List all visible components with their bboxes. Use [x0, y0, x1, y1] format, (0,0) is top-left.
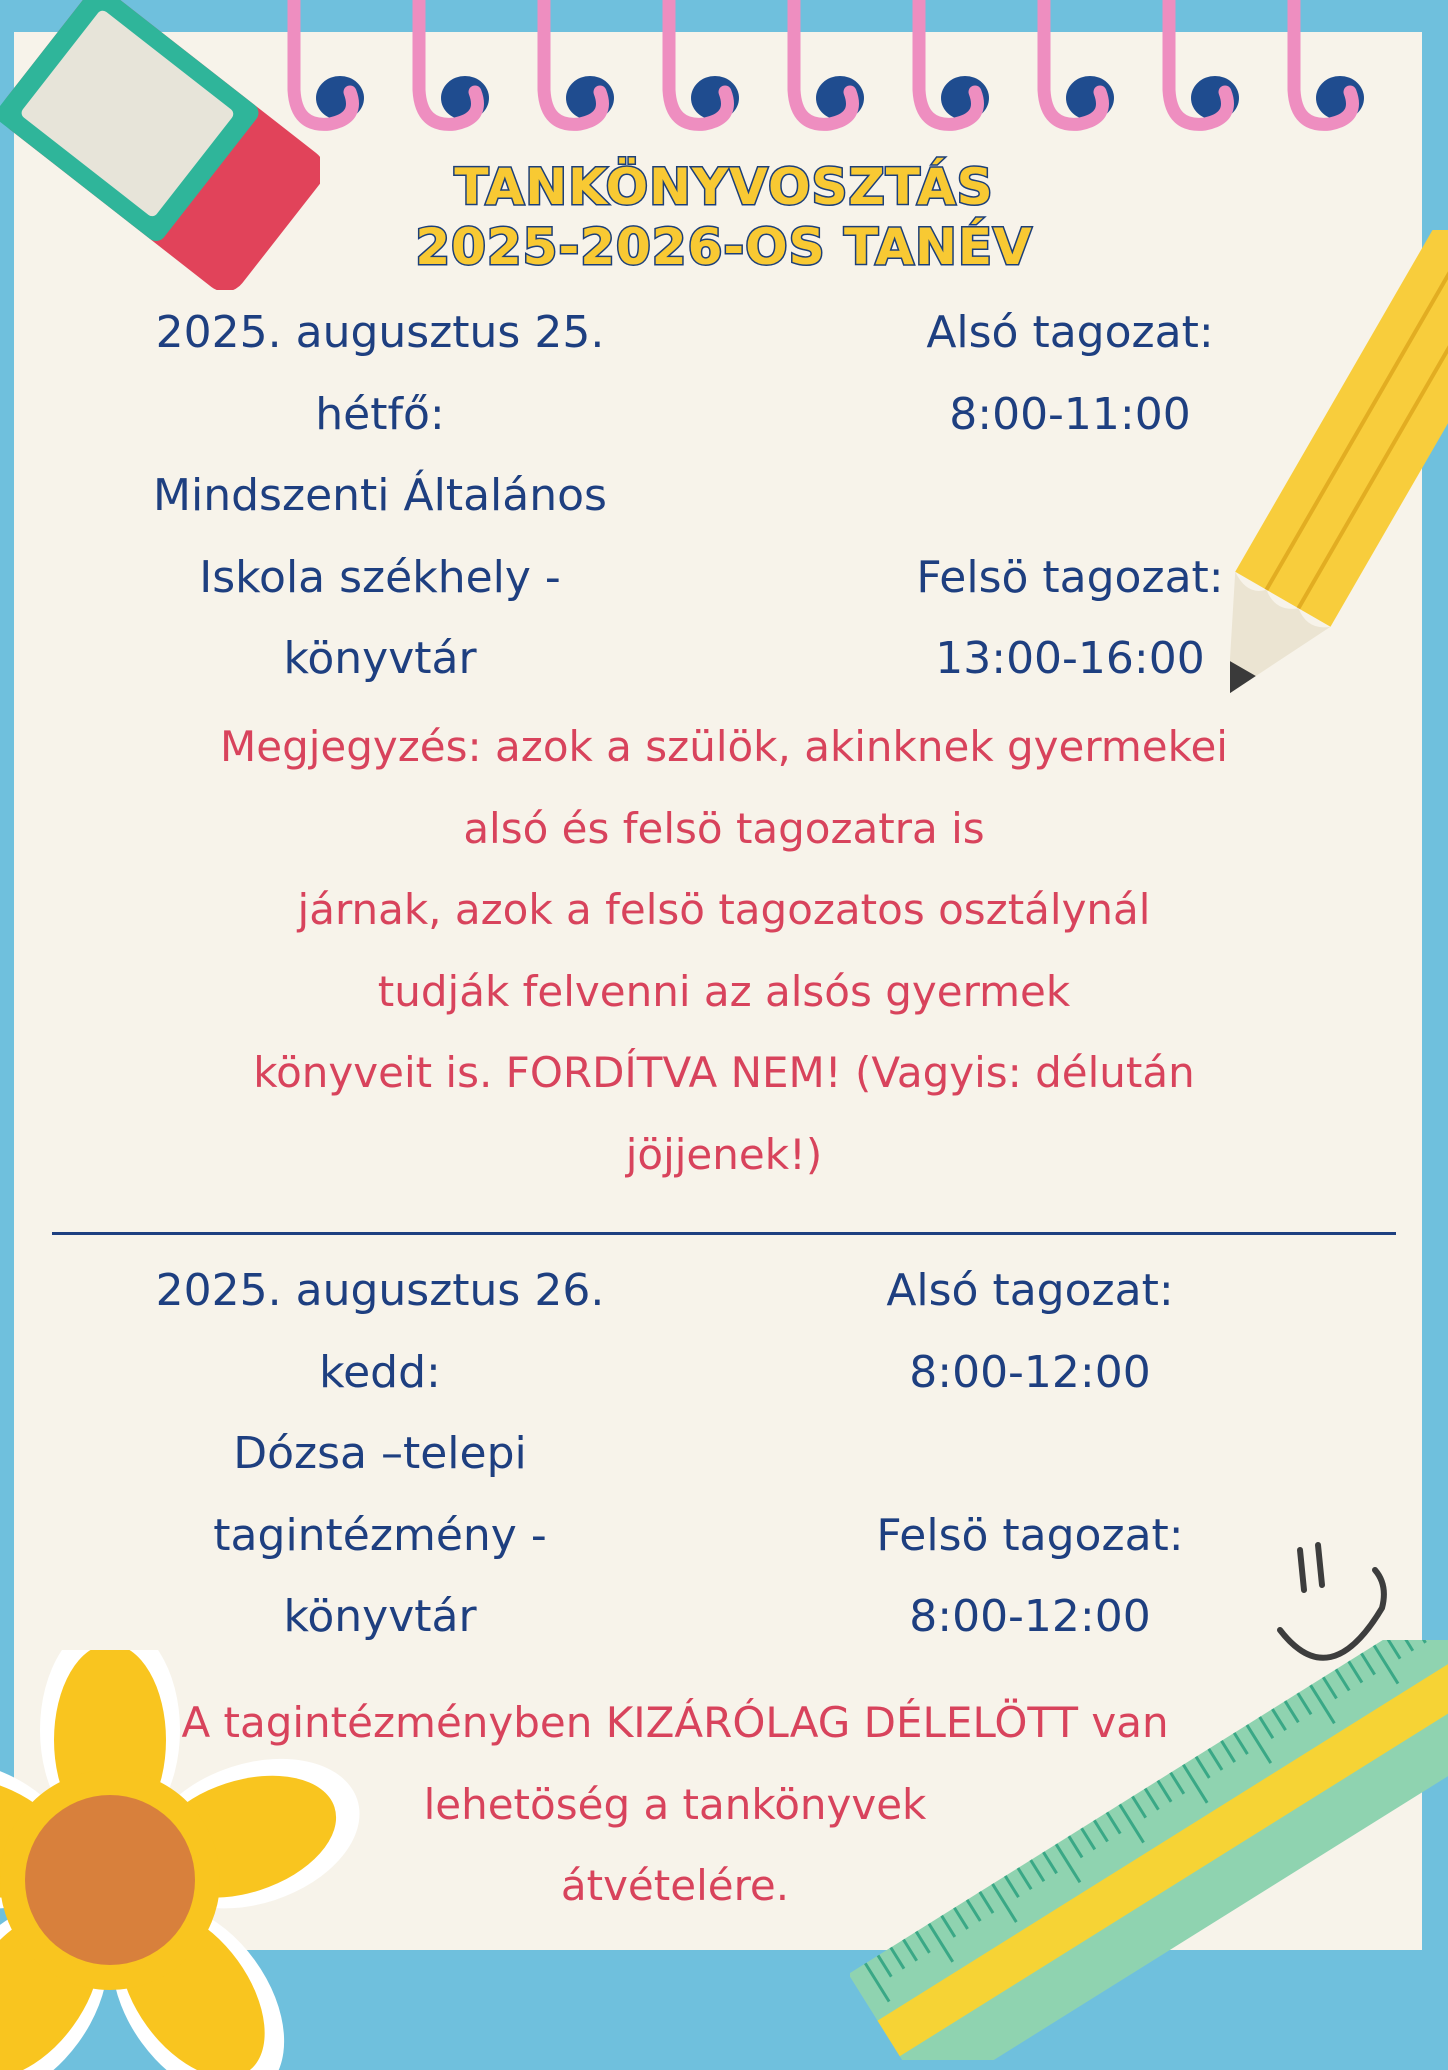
- day1-note-line: tudják felvenni az alsós gyermek: [377, 966, 1071, 1016]
- day2-location-line: könyvtár: [283, 1591, 477, 1642]
- day2-upper-time: 8:00-12:00: [909, 1591, 1151, 1642]
- day1-location-line: hétfő:: [315, 388, 445, 440]
- day2-location: [80, 1250, 680, 1658]
- day2-note-line: lehetöség a tankönyvek: [423, 1779, 927, 1829]
- day1-note-line: járnak, azok a felsö tagozatos osztálynál: [297, 885, 1151, 934]
- day1-upper-label: Felsö tagozat:: [916, 551, 1224, 603]
- day1-schedule: [830, 292, 1310, 700]
- day1-location-line: Iskola székhely -: [199, 551, 561, 603]
- day2-note-line: átvételére.: [560, 1861, 790, 1910]
- day2-schedule: [790, 1250, 1270, 1658]
- day1-location: [80, 292, 680, 700]
- day1-lower-time: 8:00-11:00: [949, 388, 1191, 440]
- day2-location-line: kedd:: [319, 1346, 441, 1398]
- day1-note-line: Megjegyzés: azok a szülök, akinknek gyermekei: [220, 722, 1228, 771]
- page-title-line-2: 2025-2026-OS TANÉV: [415, 218, 1033, 276]
- day1-location-line: Mindszenti Általános: [153, 470, 607, 521]
- section-divider: [52, 1232, 1396, 1235]
- day1-note: [140, 706, 1308, 1195]
- day1-lower-label: Alsó tagozat:: [926, 307, 1214, 358]
- day1-note-line: alsó és felsö tagozatra is: [463, 803, 985, 853]
- day2-location-line: tagintézmény -: [213, 1509, 547, 1561]
- day2-note: [80, 1682, 1270, 1927]
- day1-upper-time: 13:00-16:00: [935, 633, 1205, 684]
- day1-location-line: könyvtár: [283, 633, 477, 684]
- page-title-line-1: TANKÖNYVOSZTÁS: [454, 158, 994, 216]
- day2-lower-label: Alsó tagozat:: [886, 1265, 1174, 1316]
- day2-lower-time: 8:00-12:00: [909, 1346, 1151, 1398]
- day1-note-line: jöjjenek!): [625, 1129, 823, 1179]
- day2-location-line: 2025. augusztus 26.: [155, 1265, 605, 1316]
- day2-upper-label: Felsö tagozat:: [876, 1509, 1184, 1561]
- day1-location-line: 2025. augusztus 25.: [155, 307, 605, 358]
- day2-location-line: Dózsa –telepi: [233, 1428, 527, 1479]
- day2-note-line: A tagintézményben KIZÁRÓLAG DÉLELÖTT van: [181, 1698, 1169, 1747]
- day1-note-line: könyveit is. FORDÍTVA NEM! (Vagyis: délután: [253, 1048, 1195, 1097]
